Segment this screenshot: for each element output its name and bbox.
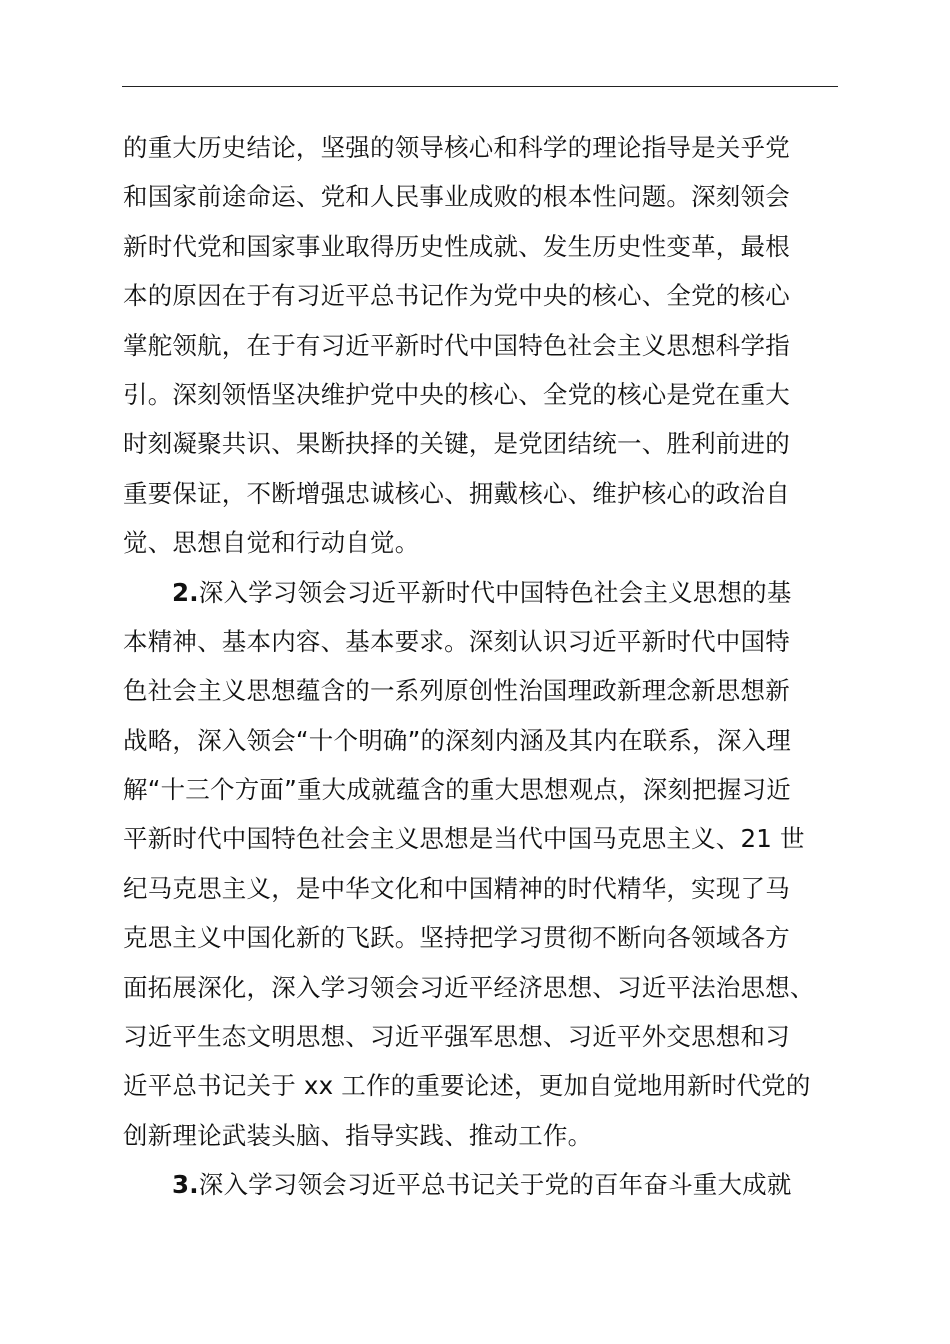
text-line: 重要保证，不断增强忠诚核心、拥戴核心、维护核心的政治自 [123,478,790,508]
text-line: 色社会主义思想蕴含的一系列原创性治国理政新理念新思想新 [123,676,790,706]
text-line: 近平总书记关于 xx 工作的重要论述，更加自觉地用新时代党的 [123,1071,811,1101]
header-rule [122,86,838,87]
text-line: 平新时代中国特色社会主义思想是当代中国马克思主义、21 世 [123,824,805,854]
text-line: 引。深刻领悟坚决维护党中央的核心、全党的核心是党在重大 [123,379,790,409]
document-body [123,123,843,1210]
paragraph-3-first-line [123,1160,843,1209]
text-line: 习近平生态文明思想、习近平强军思想、习近平外交思想和习 [123,1022,790,1052]
text-line: 和国家前途命运、党和人民事业成败的根本性问题。深刻领会 [123,182,790,212]
text-line: 战略，深入领会“十个明确”的深刻内涵及其内在联系，深入理 [123,725,791,755]
text-line: 新时代党和国家事业取得历史性成就、发生历史性变革，最根 [123,231,790,261]
text-line: 解“十三个方面”重大成就蕴含的重大思想观点，深刻把握习近 [123,775,791,805]
paragraph-2-first-line [123,568,843,617]
text-line: 克思主义中国化新的飞跃。坚持把学习贯彻不断向各领域各方 [123,923,790,953]
text-segment: 深入学习领会习近平新时代中国特色社会主义思想的基 [198,577,792,607]
text-line: 时刻凝聚共识、果断抉择的关键，是党团结统一、胜利前进的 [123,429,790,459]
text-line: 本精神、基本内容、基本要求。深刻认识习近平新时代中国特 [123,626,790,656]
text-line: 觉、思想自觉和行动自觉。 [123,528,420,558]
text-line: 的重大历史结论，坚强的领导核心和科学的理论指导是关乎党 [123,133,790,162]
text-segment: 深入学习领会习近平总书记关于党的百年奋斗重大成就 [198,1170,792,1200]
text-line: 面拓展深化，深入学习领会习近平经济思想、习近平法治思想、 [123,972,815,1002]
text-line: 掌舵领航，在于有习近平新时代中国特色社会主义思想科学指 [123,330,790,360]
text-line: 本的原因在于有习近平总书记作为党中央的核心、全党的核心 [123,281,790,311]
text-line: 纪马克思主义，是中华文化和中国精神的时代精华，实现了马 [123,873,790,903]
item-number-3: 3. [172,1170,199,1200]
item-number-2: 2. [172,577,199,607]
text-line: 创新理论武装头脑、指导实践、推动工作。 [123,1120,593,1150]
